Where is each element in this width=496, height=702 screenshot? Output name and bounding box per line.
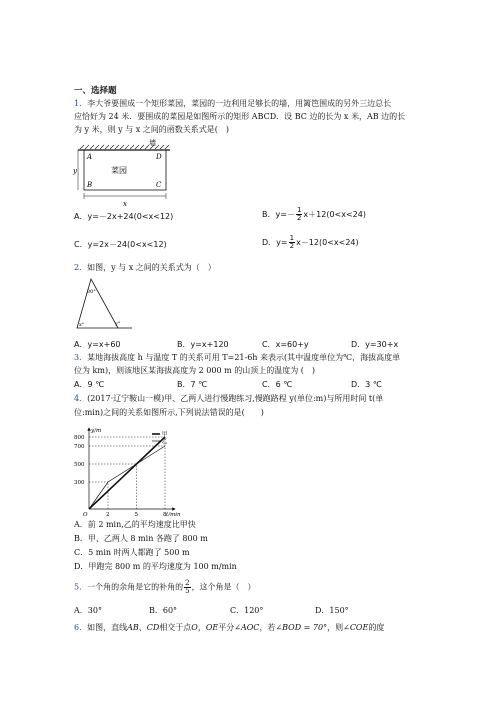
q1-figure-garden [70, 138, 174, 208]
q5-option-a[interactable]: A．30° [74, 606, 102, 615]
svg-text:A: A [87, 153, 93, 161]
q4-series-yi [89, 446, 165, 509]
svg-text:x: x [123, 200, 127, 208]
q5-option-c[interactable]: C．120° [230, 606, 264, 615]
q4-option-a[interactable]: A．前 2 min,乙的平均速度比甲快 [74, 520, 196, 529]
q2-angle-y: y° [115, 321, 121, 327]
q1-garden-label: 菜园 [111, 166, 127, 175]
q2-option-d[interactable]: D．y=30+x [351, 340, 399, 349]
q3-option-c[interactable]: C．6 ℃ [262, 380, 293, 389]
q5-line1: 5．一个角的余角是它的补角的 $\frac{2}{5}$ ，这个角是（ ） [74, 579, 256, 595]
section-title: 一、选择题 [74, 86, 117, 96]
q4-legend-yi: 乙 [162, 439, 168, 445]
q4-xtick-8: 8 [163, 512, 167, 516]
q1-option-b[interactable]: B．y=－ $\frac{1}{2}$ x＋12(0<x<24) [262, 206, 366, 222]
q4-line2: 位:min)之间的关系如图所示,下列说法错误的是( ) [74, 408, 264, 417]
q1-option-d[interactable]: D．y= $\frac{1}{2}$ x－12(0<x<24) [262, 234, 359, 250]
q1-wall-label: 墙 [149, 139, 156, 147]
q1-line2: 应恰好为 24 米．要围成的菜园是如图所示的矩形 ABCD．设 BC 边的长为 x 米，AB 边的长 [74, 112, 406, 121]
q5-option-d[interactable]: D．150° [315, 606, 349, 615]
q4-xtick-5: 5 [134, 512, 138, 516]
q4-option-d[interactable]: D．甲跑完 800 m 的平均速度为 100 m/min [74, 562, 237, 571]
q5-fraction: $\frac{2}{5}$ [185, 579, 190, 595]
q6-line1: 6．如图，直线AB、CD相交于点O，OE平分∠AOC，若∠BOD = 70°，则∠COE的度 [74, 623, 385, 632]
q3-number: 3． [74, 353, 88, 362]
q2-number: 2． [74, 263, 88, 272]
q3-option-d[interactable]: D．3 ℃ [351, 380, 382, 389]
q4-ytick-300: 300 [74, 480, 85, 486]
q4-xtick-2: 2 [106, 512, 110, 516]
q3-option-b[interactable]: B．7 ℃ [177, 380, 208, 389]
q3-line2: 位为 km)，则该地区某海拔高度为 2 000 m 的山顶上的温度为 ( ) [74, 366, 315, 375]
q4-ytick-500: 500 [74, 462, 85, 468]
q4-origin: O [83, 512, 88, 516]
q2-figure-triangle [74, 276, 136, 332]
q4-option-c[interactable]: C．5 min 时两人都跑了 500 m [74, 548, 190, 557]
q2-angle-x: x° [79, 322, 85, 328]
q1-option-d-fraction: $\frac{1}{2}$ [289, 234, 295, 250]
q1-line1: 1．李大爷要围成一个矩形菜园，菜园的一边利用足够长的墙，用篱笆围成的另外三边总长 [74, 99, 392, 108]
q2-line1: 2．如图，y 与 x 之间的关系式为（ ） [74, 263, 216, 272]
q5-option-b[interactable]: B．60° [149, 606, 178, 615]
svg-text:B: B [87, 181, 93, 189]
q3-line1: 3．某地海拔高度 h 与温度 T 的关系可用 T=21-6h 来表示(其中温度单位为℃，海拔高度单 [74, 353, 401, 362]
q3-option-a[interactable]: A．9 ℃ [74, 380, 105, 389]
q1-option-c[interactable]: C．y=2x－24(0<x<12) [74, 240, 167, 249]
q2-option-b[interactable]: B．y=x+120 [177, 340, 229, 349]
q4-option-b[interactable]: B．甲、乙两人 8 min 各跑了 800 m [74, 534, 208, 543]
q4-line1: 4．(2017·辽宁鞍山一模)甲、乙两人进行慢跑练习,慢跑路程 y(单位:m)与所用时间 t(单 [74, 394, 384, 403]
q1-option-b-fraction: $\frac{1}{2}$ [296, 206, 302, 222]
q1-line3: 为 y 米，则 y 与 x 之间的函数关系式是( ) [74, 125, 230, 134]
q4-series-jia [89, 437, 165, 509]
q1-option-a[interactable]: A．y=－2x+24(0<x<12) [74, 212, 174, 221]
q4-xlabel: t/min [166, 512, 181, 516]
q4-number: 4． [74, 394, 88, 403]
q4-ytick-700: 700 [74, 444, 85, 450]
svg-text:C: C [156, 181, 162, 189]
q2-option-c[interactable]: C．x=60+y [262, 340, 309, 349]
q5-number: 5． [74, 582, 88, 592]
q4-legend-jia: 甲 [162, 432, 168, 438]
q4-ytick-800: 800 [74, 435, 85, 441]
q2-angle-top: 30° [87, 289, 96, 295]
svg-text:D: D [156, 153, 162, 161]
q1-number: 1． [74, 99, 88, 108]
q4-ylabel: y/m [91, 428, 102, 434]
svg-text:y: y [73, 167, 77, 175]
q6-number: 6． [74, 623, 88, 632]
q4-chart [72, 424, 184, 516]
q2-option-a[interactable]: A．y=x+60 [74, 340, 121, 349]
